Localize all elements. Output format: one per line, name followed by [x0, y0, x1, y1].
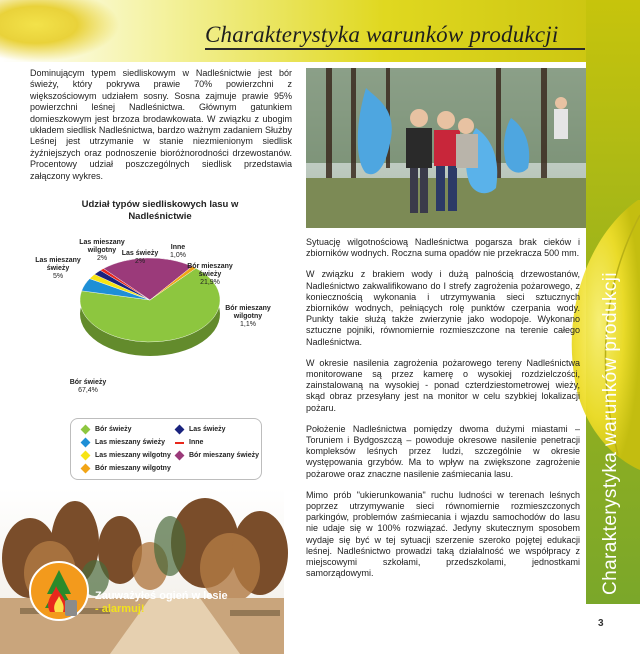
paragraph-fire-zone: W związku z brakiem wody i dużą palnością drzewostanów, Nadleśnictwo zakwalifikowano do I strefy zagrożenia pożarowego, z koniecznością wykonania i utrzymywania sieci sztucznych zbiorników wodnych, pełniących rolę punktów czerpania wody. Punkty takie służą także zwierzynie jako wodopoje. Wykonano sztuczne pojniki, równomiernie rozmieszczone na terenie całego Nadleśnictwa. — [306, 269, 580, 347]
legend-item-1 — [175, 426, 226, 433]
pie-label-2: Las mieszany wilgotny 2% — [79, 239, 125, 262]
legend-diamond-icon — [81, 438, 91, 448]
sidebar-vertical-title: Charakterystyka warunków produkcji — [600, 272, 621, 595]
legend-item-3 — [175, 439, 203, 446]
legend-diamond-icon — [175, 425, 185, 435]
intro-paragraph: Dominującym typem siedliskowym w Nadleśnictwie jest bór świeży, który pokrywa prawie 70% powierzchni z większościowym udziałem sosny. Sosna zajmuje prawie 95% powierzchni leśnej Nadleśnictwa. Głównym gatunkiem domieszkowym jest brzoza brodawkowata. W związku z ubogim układem siedlisk Nadleśnictwa, bardzo ważnym zadaniem Służby Leśnej jest utrzymanie w stanie niezmienionym siedlisk żyźniejszych oraz podnoszenie bioróżnorodności drzewostanów. Procentowy udział poszczególnych siedlisk przedstawia załączony wykres. — [30, 68, 292, 181]
legend-diamond-icon — [81, 425, 91, 435]
legend-item-5 — [175, 452, 259, 459]
right-column-text — [306, 237, 580, 589]
photo-children-cleanup — [306, 68, 586, 228]
chart-legend — [70, 418, 262, 480]
legend-label: Las mieszany wilgotny — [95, 452, 171, 459]
pie-label-0: Bór świeży 67,4% — [69, 379, 107, 394]
fire-warning-line2: - alarmuj! — [95, 603, 145, 615]
legend-label: Bór świeży — [95, 426, 132, 433]
legend-item-4 — [81, 452, 171, 459]
pie-label-5: Bór mieszany świeży 21,9% — [187, 263, 233, 286]
legend-line-icon — [175, 442, 184, 444]
title-underline — [205, 48, 585, 50]
legend-label: Las mieszany świeży — [95, 439, 166, 446]
legend-label: Las świeży — [189, 426, 226, 433]
page-number: 3 — [598, 618, 604, 629]
legend-diamond-icon — [81, 451, 91, 461]
legend-diamond-icon — [81, 464, 91, 474]
pie-label-3: Las świeży 2% — [121, 250, 159, 265]
pie-label-1: Las mieszany świeży 5% — [35, 257, 81, 280]
pie-chart — [35, 222, 300, 412]
legend-item-2 — [81, 439, 165, 446]
chart-title: Udział typów siedliskowych lasu w Nadleśnictwie — [81, 199, 239, 222]
page-number-box — [586, 604, 640, 654]
legend-item-0 — [81, 426, 132, 433]
legend-label: Bór mieszany wilgotny — [95, 465, 171, 472]
fire-warning-text — [95, 590, 228, 616]
paragraph-location: Położenie Nadleśnictwa pomiędzy dwoma dużymi miastami – Toruniem i Bydgoszczą – powoduje okresowe nasilenie penetracji kompleksów leśnych przez ludzi, szczególnie w okresie występowania grzybów. Ma to wpływ na zwiększone zagrożenie pożarowe oraz znaczne nasilenie zaśmiecania lasu. — [306, 423, 580, 479]
legend-item-6 — [81, 465, 171, 472]
fire-warning-line1: Zauważyłeś ogień w lesie — [95, 590, 228, 602]
paragraph-education: Mimo prób "ukierunkowania" ruchu ludności w terenach leśnych poprzez utrzymywanie sieci równomiernie rozmieszczonych parkingów, problemów zaśmiecania i wjazdu samochodów do lasu nie udaje się w 100% rozwiązać. Jedyny skutecznym sposobem wydaje się być w tej sytuacji szerzenie szeroko pojętej edukacji leśnej. Nadleśnictwo prowadzi taką działalność we współpracy z miejscowymi szkołami, przedszkolami, jednostkami samorządowymi. — [306, 489, 580, 579]
legend-diamond-icon — [175, 451, 185, 461]
paragraph-water: Sytuację wilgotnościową Nadleśnictwa pogarsza brak cieków i zbiorników wodnych. Roczna suma opadów nie przekracza 500 mm. — [306, 237, 580, 259]
pie-label-4: Inne 1,0% — [170, 244, 186, 259]
paragraph-monitoring: W okresie nasilenia zagrożenia pożarowego tereny Nadleśnictwa monitorowane są przez kamerę o wysokiej rozdzielczości, zainstalowaną na wysokiej - ponad czterdziestometrowej wieży, skąd obraz przesyłany jest na monitor w celu szybkiej lokalizacji pożaru. — [306, 357, 580, 413]
header-leaf-decoration — [0, 0, 120, 62]
legend-label: Bór mieszany świeży — [189, 452, 260, 459]
legend-label: Inne — [189, 439, 204, 446]
page-title: Charakterystyka warunków produkcji — [205, 22, 559, 47]
fire-warning-icon — [28, 560, 90, 622]
pie-label-6: Bór mieszany wilgotny 1,1% — [225, 305, 271, 328]
